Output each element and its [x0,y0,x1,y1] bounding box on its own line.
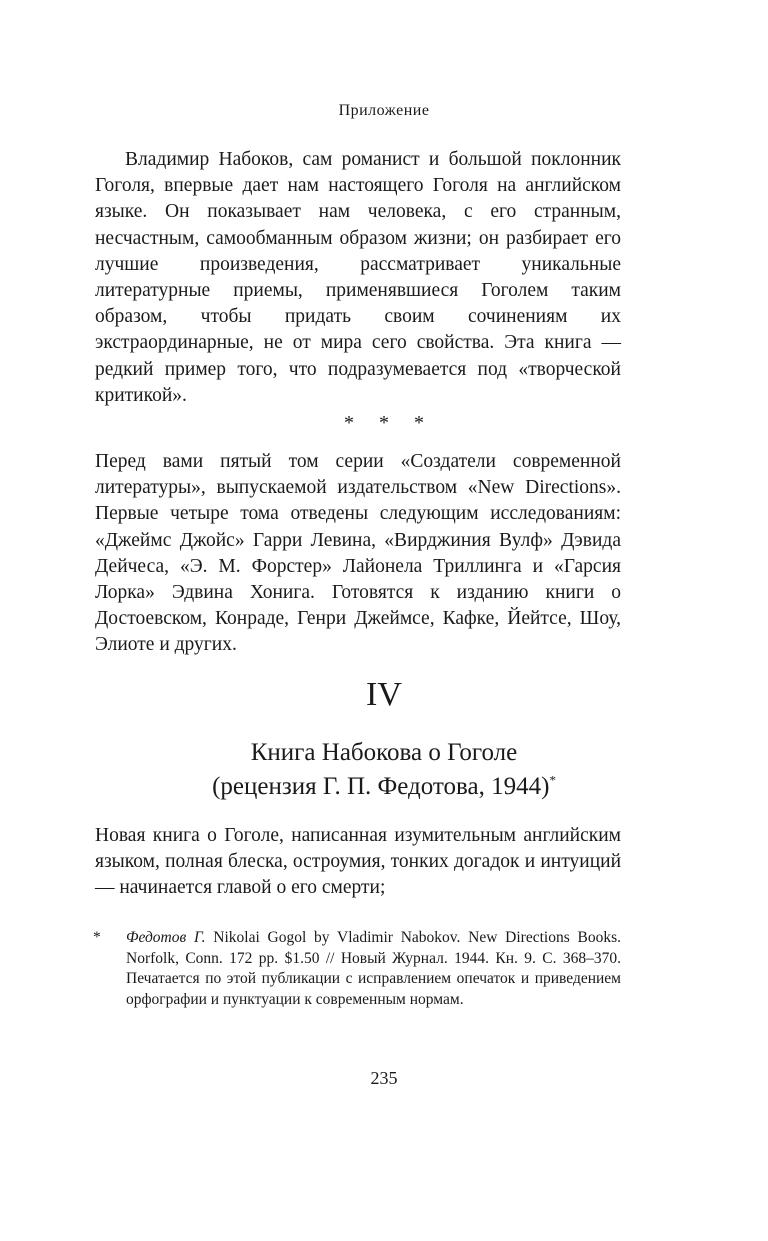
section-title [0,736,768,804]
section-separator: * * * [344,412,424,434]
running-head: Приложение [338,102,430,119]
footnote-marker: * [93,929,101,946]
footnote-body [126,928,621,1010]
paragraph-text: Перед вами пятый том серии «Создатели современной литературы», выпускаемой издательством «New Directions». Первые четыре тома отведены следующим исследованиям: «Джеймс Джойс» Гарри Левина, «Вирджиния Вулф» Дэвида Дейчеса, «Э. М. Форстер» Лайонела Триллинга и «Гарсия Лорка» Эдвина Хонига. Готовятся к изданию книги о Достоевском, Конраде, Генри Джеймсе, Кафке, Йейтсе, Шоу, Элиоте и других. [95,451,621,656]
section-number: IV [366,676,402,713]
footnote-author: Федотов Г. [126,929,206,946]
page-number: 235 [370,1068,398,1088]
footnote-reference: * [549,772,556,788]
paragraph-text: Владимир Набоков, сам романист и большой поклонник Гоголя, впервые дает нам настоящего Гоголя на английском языке. Он показывает нам человека, с его странным, несчастным, самообманным образом жизни; он разбирает его лучшие произведения, рассматривает уникальные литературные приемы, применявшиеся Гоголем таким образом, чтобы придать своим сочинениям их экстраординарные, не от мира сего свойства. Эта книга — редкий пример того, что подразумевается под «творческой критикой». [95,149,621,406]
section-title-text: (рецензия Г. П. Федотова, 1944) [212,773,550,800]
footnote-text: Nikolai Gogol by Vladimir Nabokov. New Directions Books. Norfolk, Conn. 172 pp. $1.50 // Новый Журнал. 1944. Кн. 9. С. 368–370. Печатается по этой публикации с исправлением опечаток и приведением орфографии и пунктуации к современным нормам. [126,929,621,1008]
paragraph-text: Новая книга о Гоголе, написанная изумительным английским языком, полная блеска, остроумия, тонких догадок и интуиций — начинается главой о его смерти; [95,825,621,899]
body-paragraph-2 [95,449,621,659]
body-paragraph-3 [95,823,621,902]
body-paragraph-1 [95,147,621,409]
footnote [93,928,621,1010]
section-title-line-1: Книга Набокова о Гоголе [250,739,518,766]
section-title-line-2 [0,770,768,804]
